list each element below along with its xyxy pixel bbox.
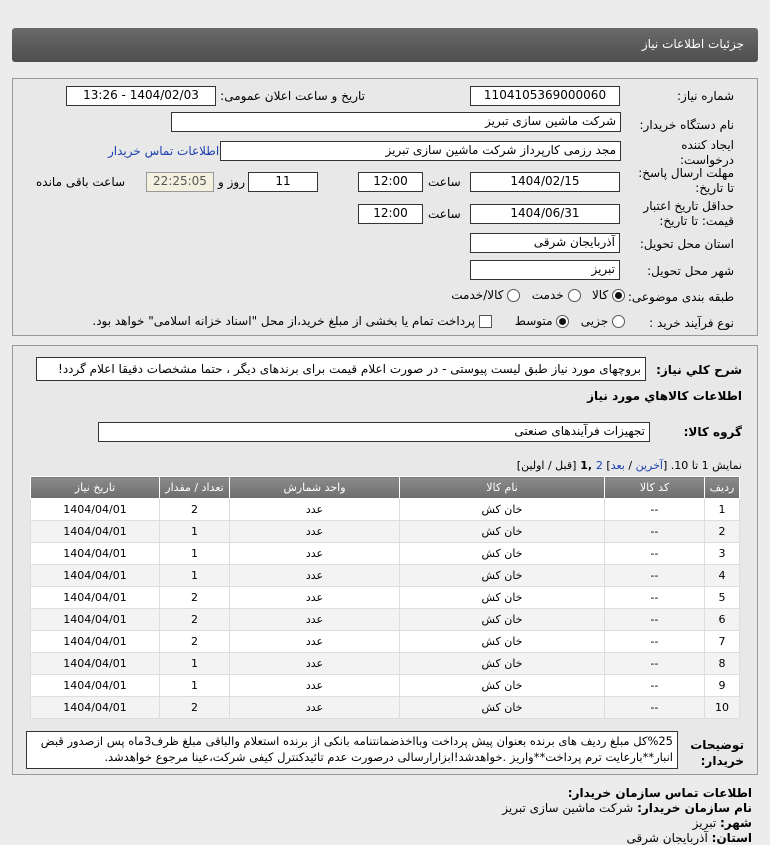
item-unit: عدد	[230, 675, 400, 697]
table-row	[31, 565, 740, 587]
col-row: ردیف	[705, 477, 740, 499]
paging-suffix: [قبل / اولین]	[516, 459, 577, 472]
item-name: خان کش	[400, 521, 605, 543]
category-both-label: کالا/خدمت	[451, 288, 504, 302]
contact-org-label: نام سازمان خریدار:	[637, 801, 752, 815]
row-number: 10	[705, 697, 740, 719]
creator-field: مجد رزمی کارپرداز شرکت ماشین سازی تبریز	[220, 141, 621, 161]
table-row	[31, 631, 740, 653]
description-field: بروچهای مورد نیاز طبق لیست پیوستی - در صورت اعلام قیمت برای برندهای دیگر ، حتما مشخصات دقیقا اعلام گردد!	[36, 357, 646, 381]
need-date: 1404/04/01	[31, 675, 160, 697]
process-radio-medium[interactable]	[556, 315, 569, 328]
need-date: 1404/04/01	[31, 521, 160, 543]
col-qty: تعداد / مقدار	[160, 477, 230, 499]
contact-org-value: شرکت ماشین سازی تبریز	[502, 801, 634, 815]
city-field: تبریز	[470, 260, 620, 280]
contact-org	[502, 801, 752, 815]
page-title: جزئیات اطلاعات نیاز	[12, 28, 758, 62]
item-qty: 2	[160, 499, 230, 521]
pagination	[517, 459, 742, 472]
row-number: 4	[705, 565, 740, 587]
item-qty: 2	[160, 609, 230, 631]
row-number: 7	[705, 631, 740, 653]
item-name: خان کش	[400, 609, 605, 631]
buyer-contact-link[interactable]: اطلاعات تماس خریدار	[108, 144, 220, 158]
table-row	[31, 609, 740, 631]
item-qty: 2	[160, 631, 230, 653]
item-code: --	[605, 697, 705, 719]
item-code: --	[605, 543, 705, 565]
need-date: 1404/04/01	[31, 565, 160, 587]
process-medium-label: متوسط	[514, 314, 553, 328]
need-date: 1404/04/01	[31, 631, 160, 653]
category-radio-both[interactable]	[507, 289, 520, 302]
goods-section-title: اطلاعات کالاهاي مورد نیاز	[587, 389, 742, 403]
item-unit: عدد	[230, 587, 400, 609]
validity-label: حداقل تاریخ اعتبار قیمت: تا تاریخ:	[643, 199, 734, 228]
paging-last-link[interactable]: آخرین	[635, 459, 663, 472]
deadline-label: مهلت ارسال پاسخ: تا تاریخ:	[638, 166, 734, 195]
table-row	[31, 521, 740, 543]
contact-province	[627, 831, 752, 845]
deadline-time-field: 12:00	[358, 172, 423, 192]
item-code: --	[605, 499, 705, 521]
table-row	[31, 543, 740, 565]
buyer-field: شرکت ماشین سازی تبریز	[171, 112, 621, 132]
table-row	[31, 697, 740, 719]
paging-sep: /	[624, 459, 636, 472]
row-number: 1	[705, 499, 740, 521]
col-code: کد کالا	[605, 477, 705, 499]
row-number: 5	[705, 587, 740, 609]
category-goods-label: کالا	[591, 288, 609, 302]
item-qty: 2	[160, 587, 230, 609]
need-date: 1404/04/01	[31, 697, 160, 719]
need-date: 1404/04/01	[31, 587, 160, 609]
need-no-label: شماره نیاز:	[677, 89, 734, 103]
need-date: 1404/04/01	[31, 543, 160, 565]
contact-city-value: تبریز	[692, 816, 717, 830]
creator-label: ایجاد کننده درخواست:	[680, 138, 734, 167]
col-unit: واحد شمارش	[230, 477, 400, 499]
item-qty: 1	[160, 653, 230, 675]
item-unit: عدد	[230, 631, 400, 653]
item-qty: 2	[160, 697, 230, 719]
remaining-label: ساعت باقی مانده	[36, 175, 126, 189]
row-number: 9	[705, 675, 740, 697]
table-header-row	[31, 477, 740, 499]
buyer-label: نام دستگاه خریدار:	[639, 118, 734, 132]
validity-time-label: ساعت	[428, 207, 461, 221]
deadline-date-field: 1404/02/15	[470, 172, 620, 192]
category-service-label: خدمت	[531, 288, 564, 302]
paging-current-page: ,1	[576, 459, 596, 472]
item-code: --	[605, 631, 705, 653]
need-date: 1404/04/01	[31, 499, 160, 521]
announce-field: 1404/02/03 - 13:26	[66, 86, 216, 106]
row-number: 6	[705, 609, 740, 631]
paging-next-link[interactable]: بعد	[610, 459, 625, 472]
table-row	[31, 499, 740, 521]
paging-mid: ]	[602, 459, 611, 472]
item-unit: عدد	[230, 653, 400, 675]
item-code: --	[605, 565, 705, 587]
item-qty: 1	[160, 521, 230, 543]
need-date: 1404/04/01	[31, 609, 160, 631]
process-minor-label: جزیی	[580, 314, 609, 328]
process-radio-minor[interactable]	[612, 315, 625, 328]
item-unit: عدد	[230, 609, 400, 631]
contact-city-label: شهر:	[720, 816, 752, 830]
item-unit: عدد	[230, 565, 400, 587]
item-code: --	[605, 587, 705, 609]
item-code: --	[605, 675, 705, 697]
process-label: نوع فرآیند خرید :	[649, 316, 734, 330]
item-name: خان کش	[400, 675, 605, 697]
item-qty: 1	[160, 565, 230, 587]
item-qty: 1	[160, 543, 230, 565]
item-name: خان کش	[400, 587, 605, 609]
validity-time-field: 12:00	[358, 204, 423, 224]
description-label: شرح کلي نیاز:	[656, 363, 742, 377]
need-no-field: 1104105369000060	[470, 86, 620, 106]
item-name: خان کش	[400, 697, 605, 719]
buyer-notes-field: %25کل مبلغ ردیف های برنده بعنوان پیش پرداخت وبااخذضمانتنامه بانکی از برنده استعلام والباقی مبلغ ظرف3ماه پس ازصدور قبض انبار**بارعایت ترم پرداخت**واریز .خواهدشد!ابزارارسالی درصورت عدم تائیدکنترل کیفی شرکت،عینا مرجوع خواهدشد.	[26, 731, 678, 769]
days-label: روز و	[218, 175, 245, 189]
process-radios	[92, 314, 625, 328]
row-number: 2	[705, 521, 740, 543]
city-label: شهر محل تحویل:	[647, 264, 734, 278]
time-label: ساعت	[428, 175, 461, 189]
item-code: --	[605, 609, 705, 631]
contact-province-value: آذربایجان شرقی	[626, 831, 708, 845]
item-name: خان کش	[400, 543, 605, 565]
table-row	[31, 587, 740, 609]
goods-group-label: گروه کالا:	[683, 425, 742, 439]
buyer-notes-label: توضیحات خریدار:	[690, 738, 744, 768]
category-radio-goods[interactable]	[612, 289, 625, 302]
item-code: --	[605, 653, 705, 675]
paging-prefix: نمایش 1 تا 10. [	[662, 459, 742, 472]
col-date: تاریخ نیاز	[31, 477, 160, 499]
announce-label: تاریخ و ساعت اعلان عمومی:	[220, 89, 365, 103]
item-code: --	[605, 521, 705, 543]
payment-note: پرداخت تمام یا بخشی از مبلغ خرید،از محل "اسناد خزانه اسلامی" خواهد بود.	[92, 314, 476, 328]
item-unit: عدد	[230, 499, 400, 521]
contact-province-label: استان:	[711, 831, 752, 845]
category-radio-service[interactable]	[568, 289, 581, 302]
validity-date-field: 1404/06/31	[470, 204, 620, 224]
treasury-checkbox[interactable]	[479, 315, 492, 328]
item-name: خان کش	[400, 631, 605, 653]
col-name: نام کالا	[400, 477, 605, 499]
item-name: خان کش	[400, 565, 605, 587]
goods-table	[30, 476, 740, 719]
remaining-time-field: 22:25:05	[146, 172, 214, 192]
item-name: خان کش	[400, 653, 605, 675]
item-unit: عدد	[230, 521, 400, 543]
item-name: خان کش	[400, 499, 605, 521]
item-unit: عدد	[230, 697, 400, 719]
province-field: آذربایجان شرقی	[470, 233, 620, 253]
contact-city	[693, 816, 752, 830]
province-label: استان محل تحویل:	[639, 237, 734, 251]
paging-page-2[interactable]: 2	[595, 459, 603, 472]
row-number: 8	[705, 653, 740, 675]
row-number: 3	[705, 543, 740, 565]
item-unit: عدد	[230, 543, 400, 565]
need-date: 1404/04/01	[31, 653, 160, 675]
item-qty: 1	[160, 675, 230, 697]
category-label: طبقه بندی موضوعی:	[627, 290, 734, 304]
table-row	[31, 675, 740, 697]
days-field: 11	[248, 172, 318, 192]
table-row	[31, 653, 740, 675]
goods-group-field: تجهیزات فرآیندهای صنعتی	[98, 422, 650, 442]
contact-title: اطلاعات تماس سازمان خریدار:	[567, 786, 752, 800]
category-radios	[451, 288, 625, 302]
